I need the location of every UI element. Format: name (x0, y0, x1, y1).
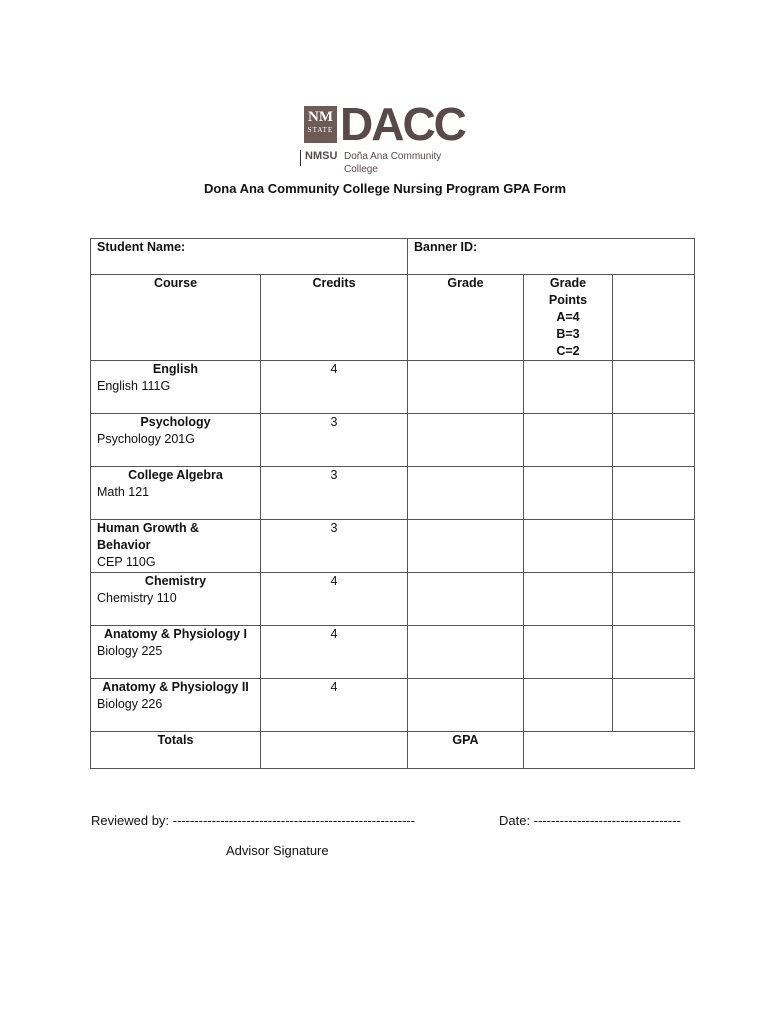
gpa-table (90, 238, 695, 769)
extra-cell[interactable] (613, 414, 695, 467)
grade-cell[interactable] (408, 414, 524, 467)
credits-cell: 3 (261, 520, 408, 573)
student-name-label: Student Name: (97, 240, 186, 254)
logo-divider (300, 150, 301, 166)
banner-id-label: Banner ID: (414, 240, 478, 254)
grade-points-cell[interactable] (524, 467, 613, 520)
course-name: Chemistry (144, 574, 207, 588)
grade-points-b: B=3 (556, 327, 580, 341)
column-header-credits: Credits (261, 275, 408, 361)
course-code: Psychology 201G (97, 432, 195, 446)
dacc-logo (300, 98, 470, 175)
credits-cell: 4 (261, 626, 408, 679)
grade-cell[interactable] (408, 520, 524, 573)
grade-cell[interactable] (408, 679, 524, 732)
extra-cell[interactable] (613, 626, 695, 679)
student-name-field[interactable] (91, 239, 408, 275)
extra-cell[interactable] (613, 361, 695, 414)
advisor-signature-label: Advisor Signature (226, 843, 329, 858)
grade-points-c: C=2 (556, 344, 580, 358)
column-header-row (91, 275, 695, 361)
course-code: CEP 110G (97, 555, 156, 569)
column-header-grade: Grade (408, 275, 524, 361)
course-cell (91, 573, 261, 626)
credits-cell: 3 (261, 414, 408, 467)
logo-college-text: Doña Ana Community College (344, 151, 442, 175)
course-name: Human Growth & Behavior (97, 521, 200, 552)
column-header-grade-points (524, 275, 613, 361)
logo-dacc-text: DACC (340, 98, 465, 150)
banner-id-field[interactable] (408, 239, 695, 275)
grade-cell[interactable] (408, 573, 524, 626)
extra-cell[interactable] (613, 573, 695, 626)
course-cell (91, 520, 261, 573)
nm-state-logo-box (304, 106, 337, 143)
logo-state-text: STATE (307, 126, 334, 134)
date-line[interactable]: Date: ---------------------------------- (499, 813, 681, 828)
course-code: English 111G (97, 379, 171, 393)
course-cell (91, 467, 261, 520)
course-cell (91, 414, 261, 467)
extra-cell[interactable] (613, 520, 695, 573)
totals-row (91, 732, 695, 769)
course-cell (91, 361, 261, 414)
grade-cell[interactable] (408, 361, 524, 414)
gpa-label: GPA (408, 732, 524, 769)
grade-points-cell[interactable] (524, 626, 613, 679)
table-row (91, 679, 695, 732)
grade-points-cell[interactable] (524, 679, 613, 732)
grade-cell[interactable] (408, 467, 524, 520)
page-title: Dona Ana Community College Nursing Program GPA Form (203, 181, 567, 196)
student-info-row (91, 239, 695, 275)
course-cell (91, 626, 261, 679)
grade-points-cell[interactable] (524, 414, 613, 467)
extra-cell[interactable] (613, 679, 695, 732)
grade-points-cell[interactable] (524, 361, 613, 414)
course-code: Biology 225 (97, 644, 163, 658)
column-header-blank (613, 275, 695, 361)
table-row (91, 467, 695, 520)
credits-cell: 4 (261, 361, 408, 414)
course-code: Biology 226 (97, 697, 163, 711)
reviewed-by-line[interactable]: Reviewed by: -------------------------------------------------------- (91, 813, 416, 828)
table-row (91, 414, 695, 467)
table-row (91, 361, 695, 414)
logo-nm-text: NM (308, 109, 333, 125)
credits-cell: 3 (261, 467, 408, 520)
credits-cell: 4 (261, 679, 408, 732)
course-name: Psychology (140, 415, 211, 429)
column-header-course: Course (91, 275, 261, 361)
gpa-value-cell[interactable] (524, 732, 695, 769)
logo-nmsu-text: NMSU (305, 150, 338, 162)
course-cell (91, 679, 261, 732)
course-name: Anatomy & Physiology I (103, 627, 248, 641)
course-code: Chemistry 110 (97, 591, 177, 605)
grade-points-a: A=4 (556, 310, 580, 324)
grade-cell[interactable] (408, 626, 524, 679)
extra-cell[interactable] (613, 467, 695, 520)
course-name: Anatomy & Physiology II (102, 680, 249, 694)
grade-points-cell[interactable] (524, 573, 613, 626)
total-credits-cell[interactable] (261, 732, 408, 769)
totals-label: Totals (91, 732, 261, 769)
table-row (91, 573, 695, 626)
table-row (91, 626, 695, 679)
credits-cell: 4 (261, 573, 408, 626)
course-code: Math 121 (97, 485, 150, 499)
grade-points-cell[interactable] (524, 520, 613, 573)
course-name: College Algebra (128, 468, 223, 482)
course-name: English (152, 362, 199, 376)
grade-points-title: Grade Points (548, 276, 588, 307)
table-row (91, 520, 695, 573)
